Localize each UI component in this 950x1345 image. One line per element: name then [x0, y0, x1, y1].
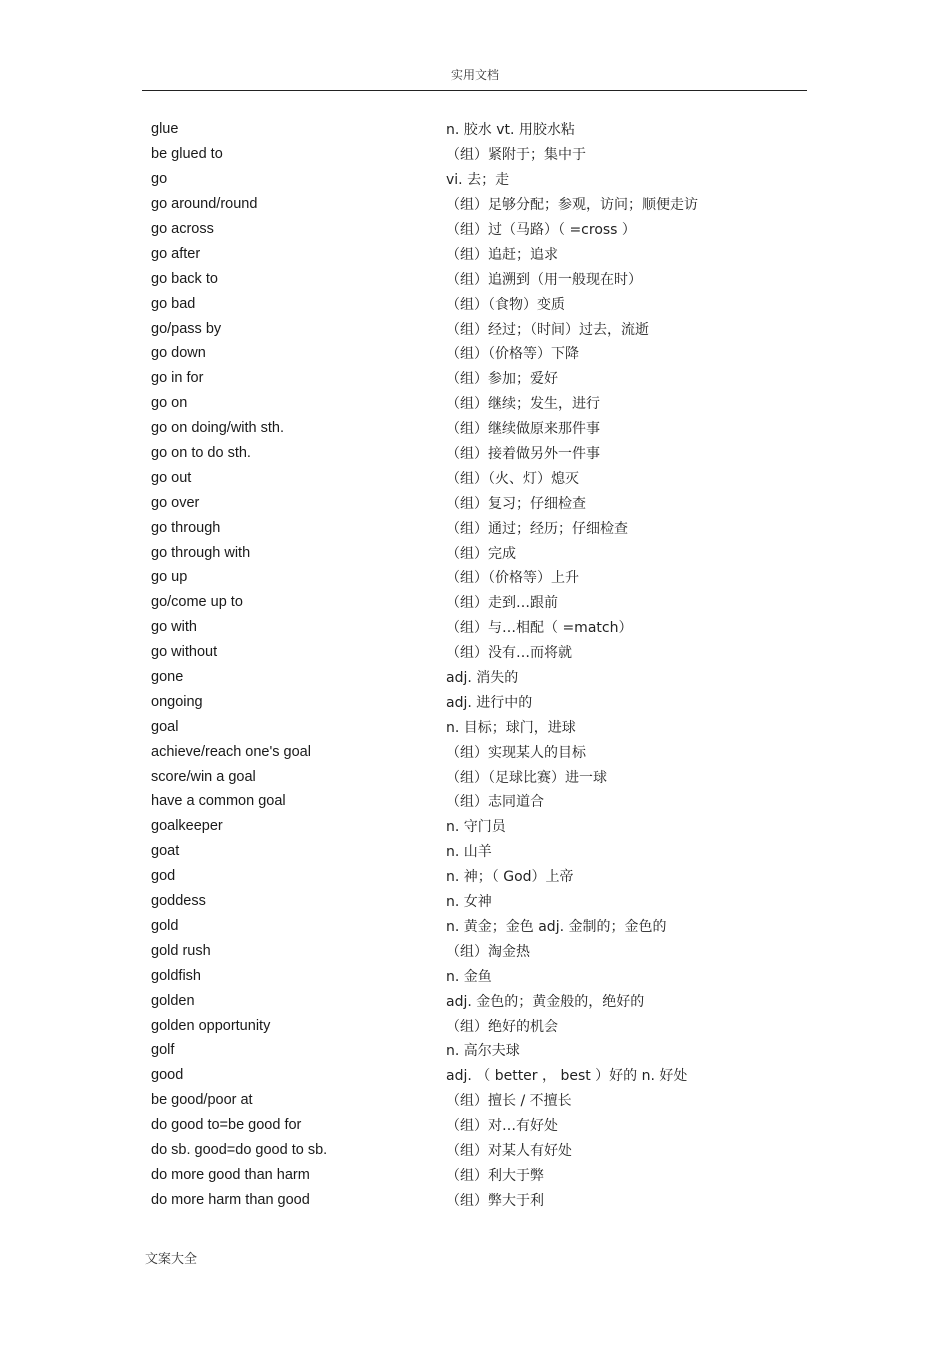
entry-term: go with — [151, 619, 197, 636]
entry-definition: adj. （ better ， best ）好的 n. 好处 — [446, 1068, 688, 1085]
entry-definition: （组）与…相配（ =match） — [446, 620, 633, 637]
entry-definition: （组）（价格等）上升 — [446, 570, 579, 587]
vocabulary-entry — [151, 1088, 791, 1113]
vocabulary-entry — [151, 490, 791, 515]
entry-term: goddess — [151, 893, 206, 910]
vocabulary-entry — [151, 1113, 791, 1138]
entry-term: go on to do sth. — [151, 445, 251, 462]
entry-term: goal — [151, 718, 179, 735]
entry-definition: （组）继续；发生，进行 — [446, 396, 600, 413]
entry-term: do more good than harm — [151, 1166, 310, 1183]
vocabulary-entry — [151, 839, 791, 864]
page-header: 实用文档 — [450, 68, 499, 82]
vocabulary-entry — [151, 167, 791, 192]
vocabulary-entry — [151, 889, 791, 914]
entry-definition: vi. 去；走 — [446, 172, 510, 189]
vocabulary-entry — [151, 938, 791, 963]
entry-definition: （组）追溯到（用一般现在时） — [446, 271, 642, 288]
entry-term: go up — [151, 569, 188, 586]
entry-definition: （组）紧附于；集中于 — [446, 147, 586, 164]
vocabulary-entry — [151, 441, 791, 466]
entry-definition: （组）过（马路）（ =cross ） — [446, 222, 636, 238]
vocabulary-entry — [151, 266, 791, 291]
vocabulary-entry — [151, 764, 791, 789]
entry-definition: （组）绝好的机会 — [446, 1018, 558, 1035]
entry-definition: n. 女神 — [446, 894, 492, 911]
vocabulary-entry — [151, 988, 791, 1013]
entry-definition: （组）走到…跟前 — [446, 595, 558, 612]
entry-term: go without — [151, 644, 218, 661]
vocabulary-entry — [151, 665, 791, 690]
vocabulary-entry — [151, 416, 791, 441]
vocabulary-entry — [151, 714, 791, 739]
entry-definition: （组）利大于弊 — [446, 1167, 544, 1184]
entry-term: go down — [151, 345, 206, 362]
entry-term: do more harm than good — [151, 1191, 310, 1208]
entry-term: go through — [151, 519, 221, 536]
entry-definition: n. 黄金；金色 adj. 金制的；金色的 — [446, 918, 667, 935]
entry-term: be good/poor at — [151, 1092, 253, 1109]
entry-term: have a common goal — [151, 793, 286, 810]
entry-definition: （组）通过；经历；仔细检查 — [446, 520, 628, 537]
vocabulary-entry — [151, 864, 791, 889]
entry-definition: （组）淘金热 — [446, 943, 530, 960]
entry-term: achieve/reach one's goal — [151, 743, 311, 760]
entry-definition: （组）（食物）变质 — [446, 296, 565, 313]
entry-term: goalkeeper — [151, 818, 223, 835]
entry-definition: （组）没有…而将就 — [446, 645, 572, 662]
entry-term: ongoing — [151, 693, 203, 710]
vocabulary-entry — [151, 789, 791, 814]
entry-definition: n. 高尔夫球 — [446, 1043, 520, 1060]
vocabulary-list — [151, 117, 791, 1212]
entry-term: go in for — [151, 370, 204, 387]
entry-definition: （组）弊大于利 — [446, 1192, 544, 1209]
entry-term: gold rush — [151, 942, 211, 959]
vocabulary-entry — [151, 689, 791, 714]
entry-term: go out — [151, 469, 192, 486]
entry-term: goldfish — [151, 967, 201, 984]
vocabulary-entry — [151, 540, 791, 565]
vocabulary-entry — [151, 1187, 791, 1212]
entry-definition: n. 金鱼 — [446, 968, 492, 985]
vocabulary-entry — [151, 963, 791, 988]
vocabulary-entry — [151, 366, 791, 391]
vocabulary-entry — [151, 590, 791, 615]
entry-term: do good to=be good for — [151, 1117, 302, 1134]
vocabulary-entry — [151, 241, 791, 266]
entry-term: go — [151, 171, 168, 188]
entry-definition: n. 神；（ God）上帝 — [446, 869, 574, 886]
vocabulary-entry — [151, 465, 791, 490]
entry-term: god — [151, 868, 176, 885]
entry-term: glue — [151, 121, 179, 138]
vocabulary-entry — [151, 565, 791, 590]
entry-definition: （组）追赶；追求 — [446, 246, 558, 263]
vocabulary-entry — [151, 1013, 791, 1038]
entry-term: gold — [151, 917, 179, 934]
vocabulary-entry — [151, 217, 791, 242]
entry-definition: （组）擅长 / 不擅长 — [446, 1093, 572, 1110]
entry-term: go over — [151, 494, 200, 511]
entry-definition: n. 守门员 — [446, 819, 506, 836]
page-footer: 文案大全 — [145, 1252, 198, 1267]
entry-term: golden — [151, 992, 195, 1009]
vocabulary-entry — [151, 739, 791, 764]
entry-definition: adj. 进行中的 — [446, 694, 533, 711]
entry-term: score/win a goal — [151, 768, 256, 785]
entry-term: do sb. good=do good to sb. — [151, 1141, 328, 1158]
entry-definition: （组）经过；（时间）过去，流逝 — [446, 321, 649, 338]
vocabulary-entry — [151, 291, 791, 316]
vocabulary-entry — [151, 1038, 791, 1063]
entry-term: go/come up to — [151, 594, 243, 611]
vocabulary-entry — [151, 1063, 791, 1088]
vocabulary-entry — [151, 1162, 791, 1187]
entry-term: go after — [151, 245, 201, 262]
entry-term: go on doing/with sth. — [151, 420, 285, 437]
vocabulary-entry — [151, 391, 791, 416]
entry-definition: （组）继续做原来那件事 — [446, 421, 600, 438]
vocabulary-entry — [151, 615, 791, 640]
vocabulary-entry — [151, 316, 791, 341]
entry-definition: （组）志同道合 — [446, 794, 544, 811]
vocabulary-entry — [151, 142, 791, 167]
vocabulary-entry — [151, 640, 791, 665]
entry-definition: adj. 金色的；黄金般的，绝好的 — [446, 993, 645, 1010]
entry-definition: （组）参加；爱好 — [446, 371, 558, 388]
vocabulary-entry — [151, 814, 791, 839]
entry-definition: （组）（火、灯）熄灭 — [446, 470, 579, 487]
entry-definition: n. 山羊 — [446, 844, 492, 861]
entry-term: goat — [151, 843, 180, 860]
entry-definition: （组）对…有好处 — [446, 1118, 558, 1135]
entry-term: golden opportunity — [151, 1017, 271, 1034]
entry-definition: n. 胶水 vt. 用胶水粘 — [446, 122, 575, 139]
vocabulary-entry — [151, 117, 791, 142]
entry-term: be glued to — [151, 146, 223, 163]
entry-definition: （组）接着做另外一件事 — [446, 446, 600, 463]
header-divider — [142, 90, 807, 91]
entry-definition: （组）足够分配；参观，访问；顺便走访 — [446, 197, 698, 214]
entry-term: golf — [151, 1042, 175, 1059]
entry-term: go across — [151, 221, 214, 237]
entry-definition: adj. 消失的 — [446, 670, 519, 687]
vocabulary-entry — [151, 914, 791, 939]
entry-term: go through with — [151, 544, 251, 561]
entry-term: go bad — [151, 295, 196, 312]
entry-definition: （组）对某人有好处 — [446, 1142, 572, 1159]
entry-term: good — [151, 1067, 184, 1084]
entry-term: go/pass by — [151, 320, 222, 337]
vocabulary-entry — [151, 341, 791, 366]
entry-definition: （组）完成 — [446, 545, 516, 562]
entry-term: go around/round — [151, 196, 258, 213]
entry-term: gone — [151, 669, 184, 686]
entry-definition: （组）实现某人的目标 — [446, 744, 586, 761]
entry-definition: （组）复习；仔细检查 — [446, 495, 586, 512]
entry-definition: （组）（价格等）下降 — [446, 346, 579, 363]
entry-term: go on — [151, 395, 188, 412]
entry-term: go back to — [151, 270, 218, 287]
entry-definition: n. 目标；球门，进球 — [446, 719, 576, 736]
vocabulary-entry — [151, 192, 791, 217]
vocabulary-entry — [151, 1138, 791, 1163]
entry-definition: （组）（足球比赛）进一球 — [446, 769, 607, 786]
vocabulary-entry — [151, 515, 791, 540]
